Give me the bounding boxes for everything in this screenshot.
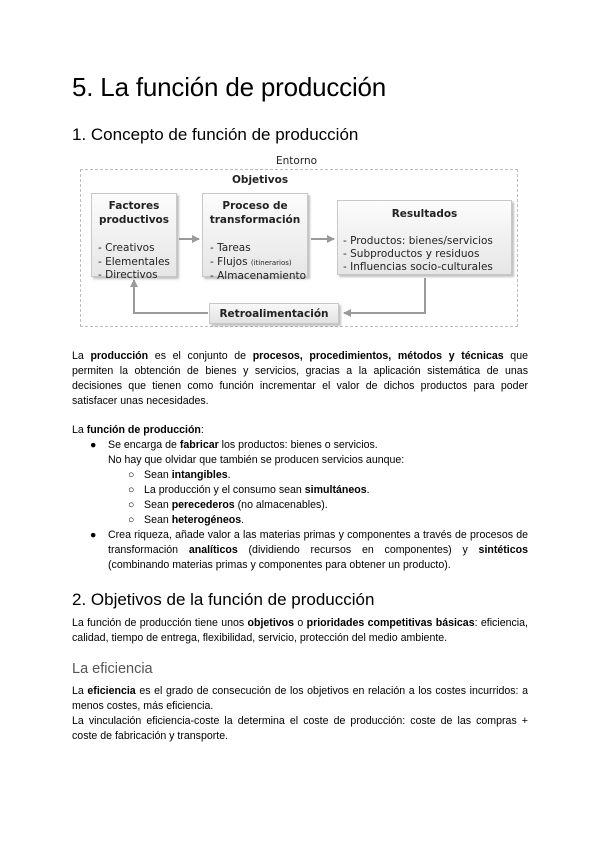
entorno-label: Entorno	[276, 155, 318, 167]
page-title: 5. La función de producción	[72, 72, 387, 102]
bullet-icon: ●	[90, 439, 97, 451]
bullet-icon: ●	[90, 529, 97, 541]
circle-bullet-icon: ○	[128, 499, 135, 511]
subsection-heading-eficiencia: La eficiencia	[72, 661, 153, 677]
list-item: - Influencias socio-culturales	[343, 261, 493, 273]
section-heading-concepto: 1. Concepto de función de producción	[72, 125, 359, 144]
objetivos-label: Objetivos	[232, 174, 289, 186]
bullet-riqueza: Crea riqueza, añade valor a las materias primas y componentes a través de procesos de transformación analíticos (dividiendo recursos en componentes) y sintéticos (combinando materias primas y componentes para obtener un producto).	[108, 529, 528, 571]
factores-title: Factores productivos	[98, 200, 170, 226]
funcion-label: La función de producción:	[72, 424, 204, 436]
sub-item-simultaneos: La producción y el consumo sean simultáneos.	[144, 484, 370, 496]
arrow-resultados-retro	[344, 278, 425, 313]
bullet-fabricar-line2: No hay que olvidar que también se producen servicios aunque:	[108, 454, 405, 466]
list-item: - Flujos (itinerarios)	[210, 255, 292, 268]
circle-bullet-icon: ○	[128, 514, 135, 526]
sub-item-perecederos: Sean perecederos (no almacenables).	[144, 499, 328, 511]
circle-bullet-icon: ○	[128, 484, 135, 496]
eficiencia-coste-paragraph: La vinculación eficiencia-coste la determina el coste de producción: coste de las compras + coste de fabricación y transporte.	[72, 715, 528, 742]
eficiencia-paragraph: La eficiencia es el grado de consecución de los objetivos en relación a los costes incurridos: a menos costes, más eficiencia.	[72, 685, 528, 712]
production-diagram	[80, 152, 520, 330]
list-item: - Almacenamiento	[210, 270, 307, 282]
sub-item-intangibles: Sean intangibles.	[144, 469, 231, 481]
list-item: - Subproductos y residuos	[343, 248, 480, 260]
objetivos-paragraph: La función de producción tiene unos objetivos o prioridades competitivas básicas: eficiencia, calidad, tiempo de entrega, flexibilidad, servicio, protección del medio ambiente.	[72, 617, 528, 644]
intro-paragraph: La producción es el conjunto de procesos, procedimientos, métodos y técnicas que permiten la obtención de bienes y servicios, gracias a la aplicación sistemática de unas decisiones que tienen como función incrementar el valor de dichos productos para poder satisfacer unas necesidades.	[72, 350, 528, 407]
sub-item-heterogeneos: Sean heterogéneos.	[144, 514, 245, 526]
retroalimentacion-box: Retroalimentación	[209, 303, 339, 324]
diagram-arrows	[80, 152, 520, 330]
list-item: - Productos: bienes/servicios	[343, 235, 493, 247]
circle-bullet-icon: ○	[128, 469, 135, 481]
proceso-title: Proceso de transformación	[209, 200, 301, 226]
list-item: - Directivos	[98, 269, 158, 281]
arrow-retro-factores	[134, 280, 208, 313]
list-item: - Elementales	[98, 255, 170, 268]
list-item: - Creativos	[98, 242, 155, 254]
list-item: - Tareas	[210, 242, 251, 254]
resultados-title: Resultados	[391, 208, 458, 220]
bullet-fabricar: Se encarga de fabricar los productos: bienes o servicios.	[108, 439, 378, 451]
section-heading-objetivos: 2. Objetivos de la función de producción	[72, 590, 375, 609]
